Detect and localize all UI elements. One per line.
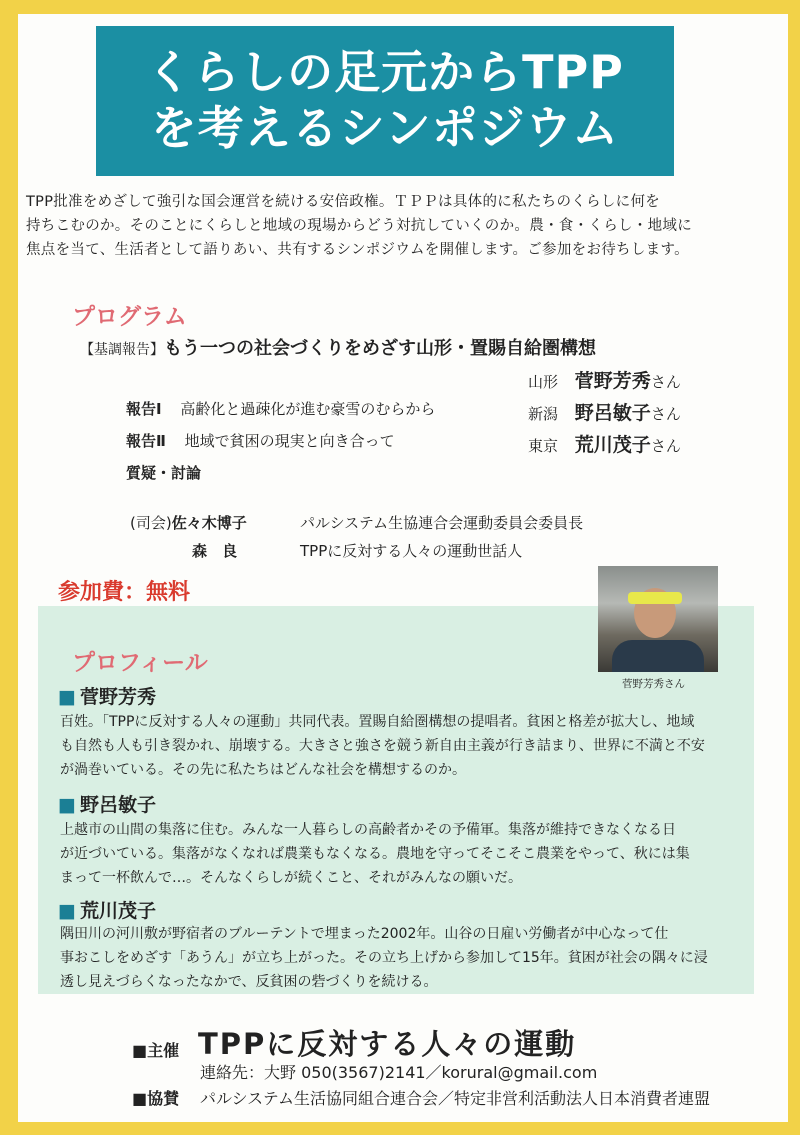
- profile-2-line-1: 上越市の山間の集落に住む。みんな一人暮らしの高齢者かその予備軍。集落が維持できなくなる日: [60, 822, 676, 838]
- title-line-1: くらしの足元からTPP: [146, 45, 624, 99]
- program-heading: プログラム: [72, 304, 187, 330]
- report2-label: 報告Ⅱ: [126, 432, 166, 450]
- host-label: ■主催: [132, 1041, 180, 1060]
- keynote-speaker-row: [528, 366, 681, 393]
- keynote-speaker: 菅野芳秀: [574, 370, 651, 392]
- report1-place: 新潟: [528, 405, 559, 423]
- report1-row: [126, 398, 435, 419]
- profile-3-name: 荒川茂子: [79, 900, 156, 922]
- speaker-photo: [598, 566, 718, 672]
- intro-line-1: TPP批准をめざして強引な国会運営を続ける安倍政権。ＴＰＰは具体的に私たちのくらしに何を: [26, 194, 661, 210]
- keynote-bracket: 【基調報告】: [80, 342, 164, 358]
- mc1-role: パルシステム生協連合会運動委員会委員長: [300, 514, 584, 532]
- intro-text: [26, 190, 766, 262]
- profile-3-line-3: 透し見えづらくなったなかで、反貧困の砦づくりを続ける。: [60, 974, 438, 990]
- intro-line-2: 持ちこむのか。そのことにくらしと地域の現場からどう対抗していくのか。農・食・くらし・地域に: [26, 218, 692, 234]
- report2-speaker-row: [528, 430, 681, 457]
- profile-1-line-1: 百姓。「TPPに反対する人々の運動」共同代表。置賜自給圏構想の提唱者。貧困と格差が拡大し、地域: [60, 714, 695, 730]
- mc1-name: 佐々木博子: [171, 514, 247, 532]
- profile-3-line-2: 事おこしをめざす「あうん」が立ち上がった。その立ち上げから参加して15年。貧困が社会の隅々に浸: [60, 950, 708, 966]
- photo-coat: [612, 640, 704, 672]
- mc2-name: 森 良: [192, 542, 238, 560]
- report1-label: 報告Ⅰ: [126, 400, 162, 418]
- square-icon: ■: [58, 686, 76, 708]
- profile-2-text: [60, 818, 750, 890]
- keynote-theme: もう一つの社会づくりをめざす山形・置賜自給圏構想: [164, 338, 596, 359]
- profile-3-name-row: [58, 896, 156, 923]
- support-orgs: パルシステム生活協同組合連合会／特定非営利活動法人日本消費者連盟: [200, 1089, 711, 1108]
- profile-2-name: 野呂敏子: [79, 794, 156, 816]
- title-banner: [96, 26, 674, 176]
- profile-2-line-2: が近づいている。集落がなくなれば農業もなくなる。農地を守ってそこそこ農業をやって、秋には集: [60, 846, 690, 862]
- profile-3-text: [60, 922, 750, 994]
- profile-1-text: [60, 710, 750, 782]
- profile-1-name: 菅野芳秀: [79, 686, 156, 708]
- support-label: ■協賛: [132, 1089, 180, 1108]
- keynote-place: 山形: [528, 373, 559, 391]
- contact-info: 連絡先：大野 050(3567)2141／korural@gmail.com: [200, 1063, 598, 1082]
- title-line-2: を考えるシンポジウム: [150, 101, 620, 155]
- fee-label: 参加費：無料: [58, 580, 191, 605]
- profile-1-name-row: [58, 682, 156, 709]
- report2-speaker: 荒川茂子: [574, 434, 651, 456]
- mc1-row: [130, 512, 247, 533]
- profile-1-line-2: も自然も人も引き裂かれ、崩壊する。大きさと強さを競う新自由主義が行き詰まり、世界に不満と不安: [60, 738, 705, 754]
- square-icon: ■: [58, 794, 76, 816]
- keynote-line: [80, 334, 596, 360]
- photo-caption: 菅野芳秀さん: [622, 678, 685, 690]
- profile-1-line-3: が渦巻いている。その先に私たちはどんな社会を構想するのか。: [60, 762, 466, 778]
- qa-label: 質疑・討論: [126, 464, 202, 482]
- report2-topic: 地域で貧困の現実と向き合って: [184, 432, 395, 450]
- square-icon: ■: [58, 900, 76, 922]
- photo-headband: [628, 592, 682, 604]
- mc2-role: TPPに反対する人々の運動世話人: [300, 542, 523, 560]
- keynote-san: さん: [650, 373, 681, 391]
- report1-speaker: 野呂敏子: [574, 402, 651, 424]
- report2-place: 東京: [528, 437, 559, 455]
- profile-2-line-3: まって一杯飲んで…。そんなくらしが続くこと、それがみんなの願いだ。: [60, 870, 522, 886]
- report1-topic: 高齢化と過疎化が進む豪雪のむらから: [180, 400, 436, 418]
- host-org: TPPに反対する人々の運動: [198, 1027, 577, 1061]
- profile-heading: プロフィール: [72, 650, 208, 676]
- mc-label: (司会): [130, 514, 172, 532]
- report1-speaker-row: [528, 398, 681, 425]
- intro-line-3: 焦点を当て、生活者として語りあい、共有するシンポジウムを開催します。ご参加をお待ちします。: [26, 242, 689, 258]
- profile-3-line-1: 隅田川の河川敷が野宿者のブルーテントで埋まった2002年。山谷の日雇い労働者が中心なって仕: [60, 926, 669, 942]
- report1-san: さん: [650, 405, 681, 423]
- profile-2-name-row: [58, 790, 156, 817]
- report2-san: さん: [650, 437, 681, 455]
- report2-row: [126, 430, 395, 451]
